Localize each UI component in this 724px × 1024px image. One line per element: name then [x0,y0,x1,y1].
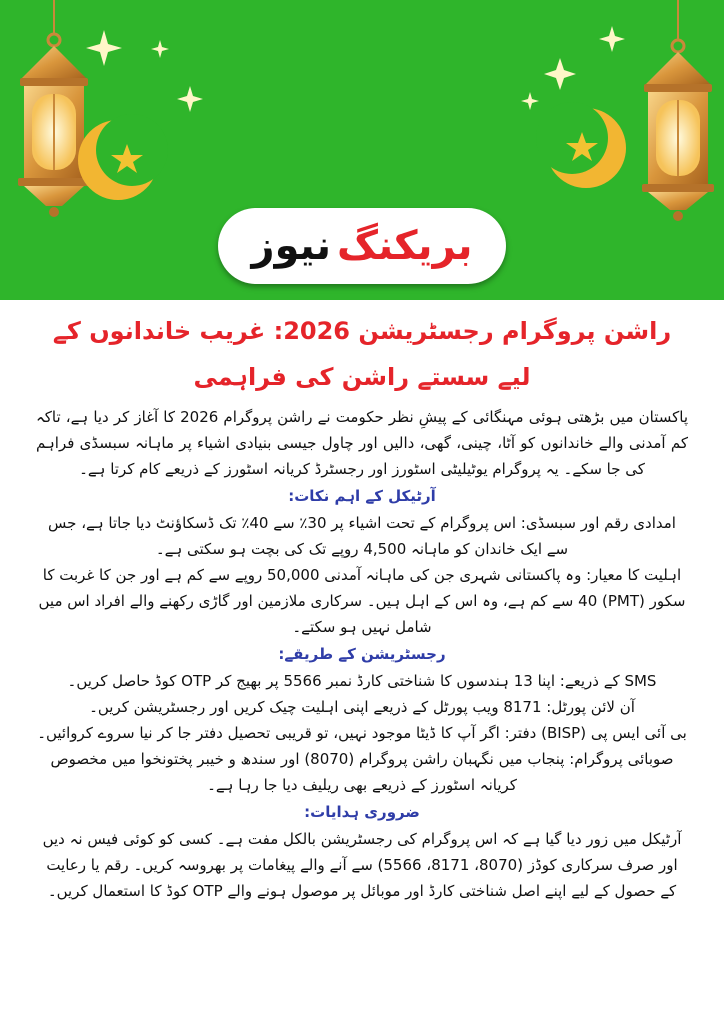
breaking-news-badge [218,208,506,284]
key-point-subsidy: امدادی رقم اور سبسڈی: اس پروگرام کے تحت اشیاء پر 30٪ سے 40٪ تک ڈسکاؤنٹ دیا جاتا ہے، جس سے ایک خاندان کو ماہانہ 4,500 روپے تک کی بچت ہو سکتی ہے۔ [48,514,676,558]
method-online-portal: آن لائن پورٹل: 8171 ویب پورٹل کے ذریعے اپنی اہلیت چیک کریں اور رجسٹریشن کریں۔ [89,698,635,716]
section-heading-registration: رجسٹریشن کے طریقے: [278,645,446,663]
lantern-right-icon [642,0,714,221]
section-heading-instructions: ضروری ہدایات: [304,803,420,821]
article-intro: پاکستان میں بڑھتی ہوئی مہنگائی کے پیشِ نظر حکومت نے راشن پروگرام 2026 کا آغاز کر دیا ہے، تاکہ کم آمدنی والے خاندانوں کو آٹا، چینی، گھی، دالیں اور چاول جیسی بنیادی اشیاء پر ماہانہ سبسڈی فراہم کی جا سکے۔ یہ پروگرام یوٹیلیٹی اسٹورز اور رجسٹرڈ کریانہ اسٹورز کے ذریعے کام کرتا ہے۔ [36,408,688,478]
header-banner [0,0,724,300]
method-sms: SMS کے ذریعے: اپنا 13 ہندسوں کا شناختی کارڈ نمبر 5566 پر بھیج کر OTP کوڈ حاصل کریں۔ [67,672,657,690]
article-card [0,300,724,1024]
badge-text-news: نیوز [251,223,331,269]
crescent-right-icon [536,102,626,188]
sparkle-icons [86,26,625,112]
key-point-eligibility: اہلیت کا معیار: وہ پاکستانی شہری جن کی ماہانہ آمدنی 50,000 روپے سے کم ہے اور جن کا غربت کا سکور (PMT) 40 سے کم ہے، وہ اس کے اہل ہیں۔ سرکاری ملازمین اور گاڑی رکھنے والے افراد اس میں شامل نہیں ہو سکتے۔ [38,566,686,636]
method-provincial: صوبائی پروگرام: پنجاب میں نگہبان راشن پروگرام (8070) اور سندھ و خیبر پختونخوا میں مخصوص کریانہ اسٹورز کے ذریعے بھی ریلیف دیا جا رہا ہے۔ [50,750,674,794]
lantern-left-icon [18,0,90,217]
badge-text-breaking: بریکنگ [337,223,473,269]
crescent-left-icon [78,114,168,200]
section-heading-key-points: آرٹیکل کے اہم نکات: [288,487,436,505]
article-content [36,308,688,904]
article-title: راشن پروگرام رجسٹریشن 2026: غریب خاندانوں کے لیے سستے راشن کی فراہمی [52,317,672,391]
method-bisp-office: بی آئی ایس پی (BISP) دفتر: اگر آپ کا ڈیٹا موجود نہیں، تو قریبی تحصیل دفتر جا کر نیا سروے کروائیں۔ [37,724,687,742]
important-notice: آرٹیکل میں زور دیا گیا ہے کہ اس پروگرام کی رجسٹریشن بالکل مفت ہے۔ کسی کو کوئی فیس نہ دیں اور صرف سرکاری کوڈز (8070، 8171، 5566) سے آنے والے پیغامات پر بھروسہ کریں۔ رقم یا رعایت کے حصول کے لیے اپنے اصل شناختی کارڈ اور موبائل پر موصول ہونے والے OTP کوڈ کا استعمال کریں۔ [42,830,682,900]
